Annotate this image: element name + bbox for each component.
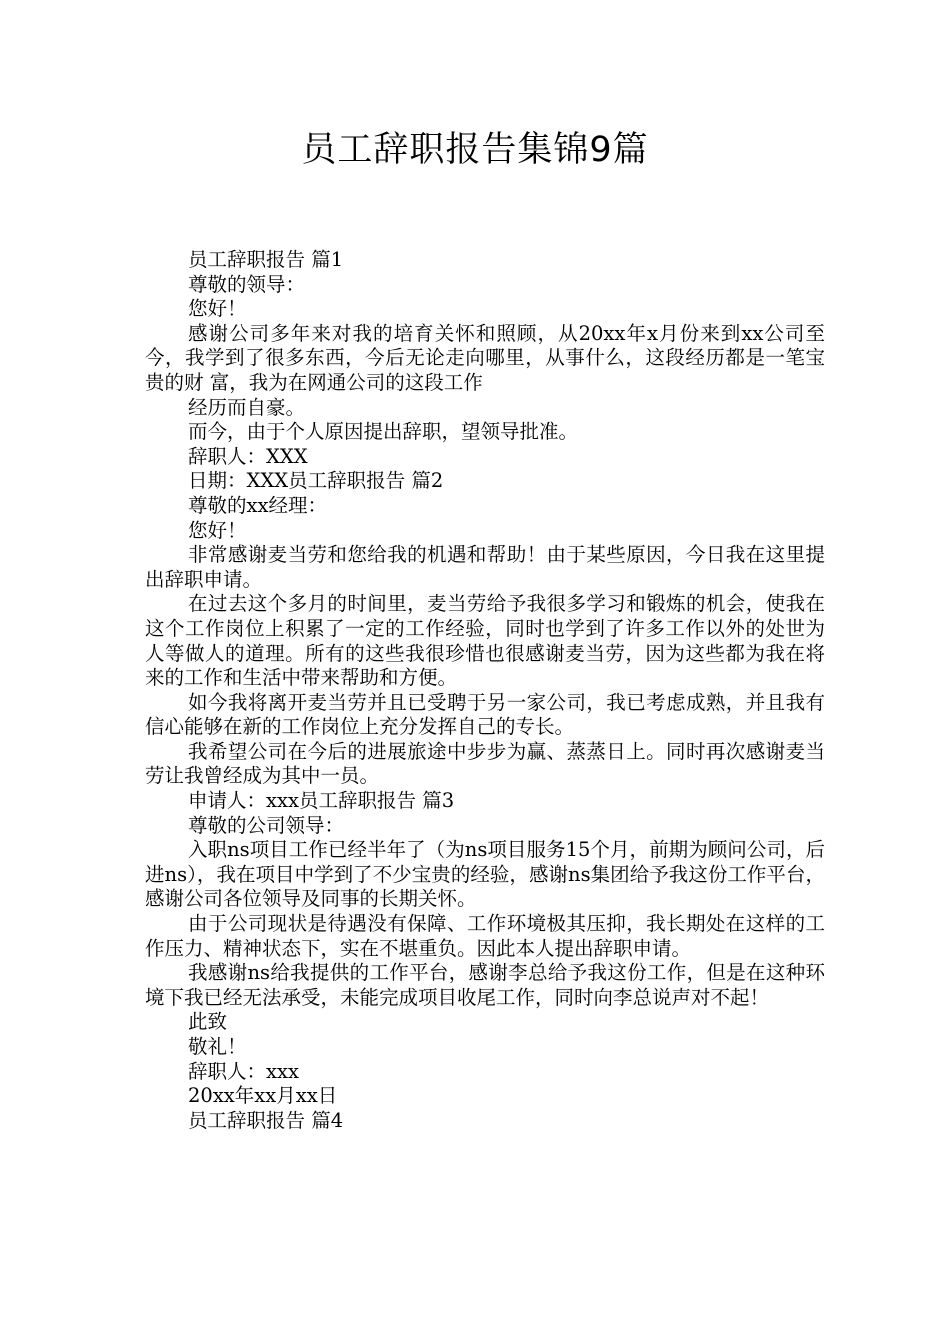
applicant-and-section-heading-3: 申请人：xxx员工辞职报告 篇3 xyxy=(188,789,455,813)
body-paragraph: 非常感谢麦当劳和您给我的机遇和帮助！由于某些原因，今日我在这里提出辞职申请。 xyxy=(145,543,825,591)
body-paragraph: 如今我将离开麦当劳并且已受聘于另一家公司，我已考虑成熟，并且我有信心能够在新的工作岗位上充分发挥自己的专长。 xyxy=(145,690,825,739)
greeting: 您好！ xyxy=(188,297,247,321)
body-paragraph: 而今，由于个人原因提出辞职，望领导批准。 xyxy=(188,420,579,444)
closing: 敬礼！ xyxy=(188,1035,247,1058)
section-heading-4: 员工辞职报告 篇4 xyxy=(188,1108,344,1132)
body-paragraph: 我感谢ns给我提供的工作平台，感谢李总给予我这份工作，但是在这种环境下我已经无法承受，未能完成项目收尾工作，同时向李总说声对不起！ xyxy=(145,961,825,1009)
body-paragraph: 经历而自豪。 xyxy=(188,395,306,419)
body-paragraph: 感谢公司多年来对我的培育关怀和照顾，从20xx年x月份来到xx公司至今，我学到了很多东西，今后无论走向哪里，从事什么，这段经历都是一笔宝贵的财 富，我为在网通公司的这段工作 xyxy=(145,321,825,394)
body-paragraph: 我希望公司在今后的进展旅途中步步为赢、蒸蒸日上。同时再次感谢麦当劳让我曾经成为其中一员。 xyxy=(145,739,825,788)
closing: 此致 xyxy=(188,1010,228,1034)
signature-line: 辞职人：xxx xyxy=(188,1059,299,1083)
greeting: 您好！ xyxy=(188,518,247,542)
body-paragraph: 由于公司现状是待遇没有保障、工作环境极其压抑，我长期处在这样的工作压力、精神状态下，实在不堪重负。因此本人提出辞职申请。 xyxy=(145,912,825,960)
salutation: 尊敬的领导： xyxy=(188,272,306,296)
salutation: 尊敬的xx经理： xyxy=(188,493,327,517)
date-line: 20xx年xx月xx日 xyxy=(188,1084,338,1108)
document-title: 员工辞职报告集锦9篇 xyxy=(301,130,649,170)
body-paragraph: 入职ns项目工作已经半年了（为ns项目服务15个月，前期为顾问公司，后进ns），我在项目中学到了不少宝贵的经验，感谢ns集团给予我这份工作平台，感谢公司各位领导及同事的长期关怀。 xyxy=(145,838,825,911)
document-body xyxy=(145,248,825,1133)
body-paragraph: 在过去这个多月的时间里，麦当劳给予我很多学习和锻炼的机会，使我在这个工作岗位上积累了一定的工作经验，同时也学到了许多工作以外的处世为人等做人的道理。所有的这些我很珍惜也很感谢麦当劳，因为这些都为我在将来的工作和生活中带来帮助和方便。 xyxy=(145,592,825,690)
salutation: 尊敬的公司领导： xyxy=(188,813,345,837)
signature-line: 辞职人：XXX xyxy=(188,444,308,468)
section-heading-1: 员工辞职报告 篇1 xyxy=(188,248,344,271)
date-and-section-heading-2: 日期：XXX员工辞职报告 篇2 xyxy=(188,469,444,493)
